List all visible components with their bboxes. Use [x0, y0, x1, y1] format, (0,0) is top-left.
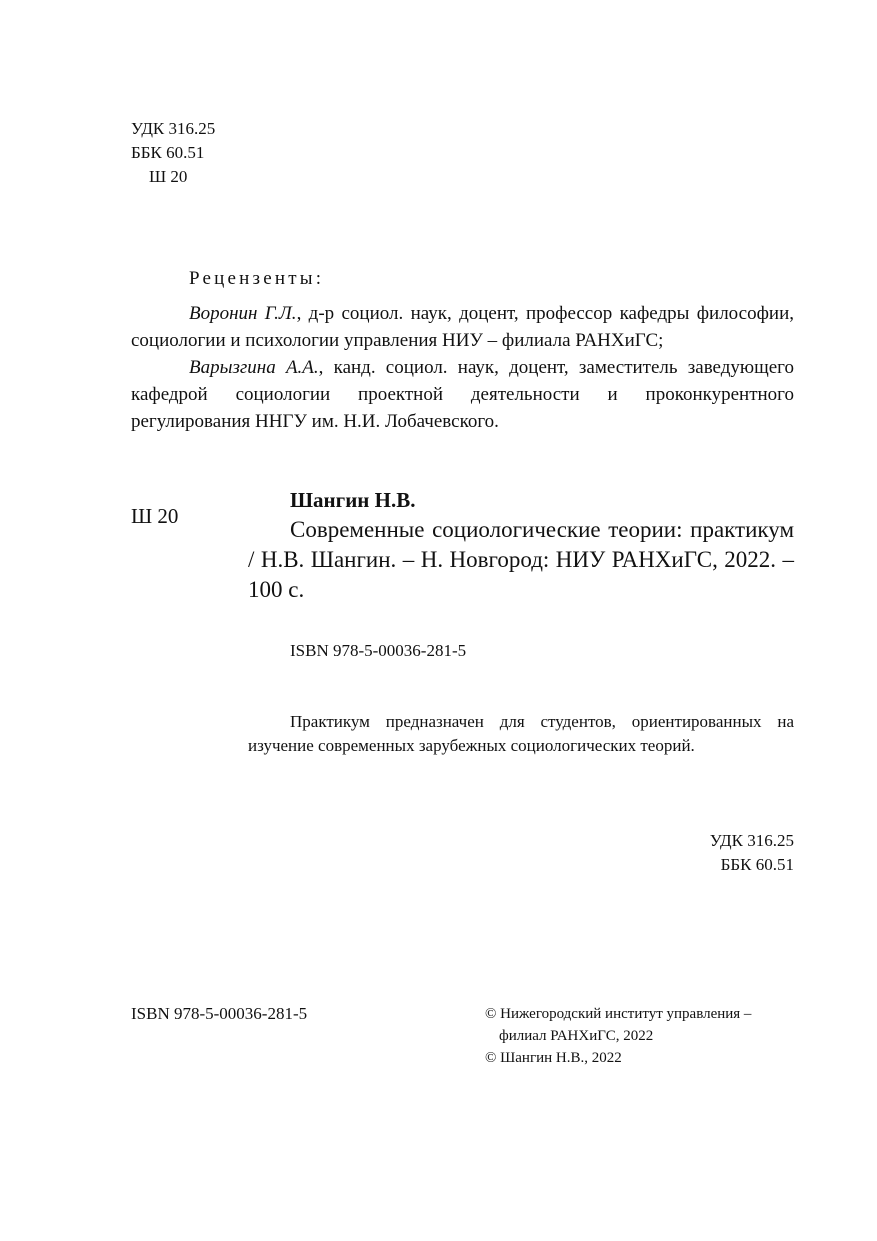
catalog-isbn: ISBN 978-5-00036-281-5 — [290, 641, 467, 660]
reviewers-title: Рецензенты: — [189, 268, 325, 289]
header-bbk: ББК 60.51 — [131, 143, 205, 162]
copyright-block — [485, 1003, 805, 1069]
reviewer-entry — [131, 354, 794, 435]
reviewer-name: Варызгина А.А. — [189, 357, 319, 378]
copyright-institute: © Нижегородский институт управления – — [485, 1006, 752, 1022]
copyright-author: © Шангин Н.В., 2022 — [485, 1050, 622, 1066]
catalog-shifr: Ш 20 — [131, 504, 179, 528]
reviewer-credentials: , д-р социол. наук, доцент, профессор кафедры философии, социологии и психологии управления НИУ – филиала РАНХиГС; — [131, 303, 794, 351]
bibliographic-description — [248, 515, 794, 605]
header-classification — [131, 117, 215, 189]
reviewer-entry — [131, 300, 794, 354]
annotation — [248, 710, 794, 758]
annotation-text: Практикум предназначен для студентов, ориентированных на изучение современных зарубежных социологических теорий. — [248, 712, 794, 755]
catalog-udk: УДК 316.25 — [709, 831, 794, 850]
bibliographic-text: Современные социологические теории: практикум / Н.В. Шангин. – Н. Новгород: НИУ РАНХиГС, 2022. – 100 с. — [248, 517, 794, 602]
catalog-classification — [710, 829, 794, 877]
reviewer-name: Воронин Г.Л. — [189, 303, 297, 324]
reviewers-list — [131, 300, 794, 435]
header-udk: УДК 316.25 — [131, 119, 216, 138]
copyright-institute-cont: филиал РАНХиГС, 2022 — [499, 1028, 654, 1044]
header-shifr: Ш 20 — [149, 167, 188, 186]
reviewer-credentials: , канд. социол. наук, доцент, заместитель заведующего кафедрой социологии проектной деятельности и проконкурентного регулирования ННГУ им. Н.И. Лобачевского. — [131, 357, 794, 432]
catalog-bbk: ББК 60.51 — [720, 855, 794, 874]
catalog-author: Шангин Н.В. — [290, 488, 416, 512]
footer-isbn: ISBN 978-5-00036-281-5 — [131, 1004, 308, 1023]
